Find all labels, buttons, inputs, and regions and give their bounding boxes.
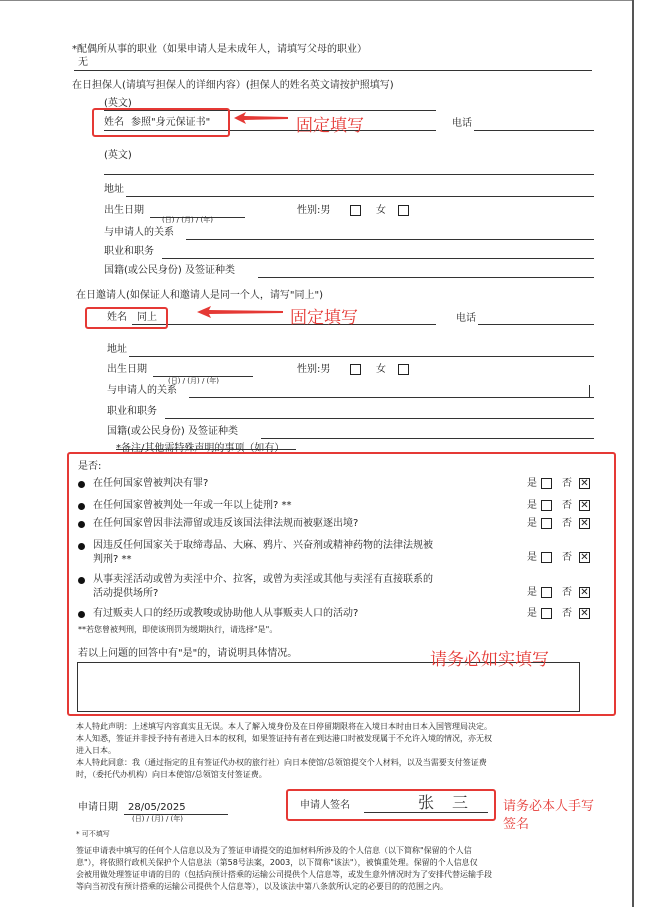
inviter-dob-hint: (日) / (月) / (年) xyxy=(168,377,220,385)
inviter-nationality-line xyxy=(261,438,594,439)
annotation-sign-note-2: 签名 xyxy=(503,817,530,832)
question-4-text: 因违反任何国家关于取缔毒品、大麻、鸦片、兴奋剂或精神药物的法律法规被 xyxy=(93,540,433,551)
question-2-no-label: 否 xyxy=(562,500,572,511)
annotation-box-inviter-name xyxy=(85,307,168,329)
inviter-job-line xyxy=(165,418,594,419)
inviter-male-checkbox[interactable] xyxy=(350,364,361,375)
page-right-edge xyxy=(632,0,634,907)
guarantor-english-label: (英文) xyxy=(104,98,132,109)
question-3-yes-label: 是 xyxy=(527,518,537,529)
footer-line-3: 会被用做处理签证申请的目的（包括向预计搭乘的运输公司提供个人信息等，或发生意外情况时为了安排代替运输手段 xyxy=(76,870,492,879)
question-4-yes-label: 是 xyxy=(527,552,537,563)
inviter-dob-label: 出生日期 xyxy=(107,364,147,375)
question-5-yes-label: 是 xyxy=(527,587,537,598)
spouse-job-value: 无 xyxy=(78,57,88,68)
annotation-truthful: 请务必如实填写 xyxy=(430,650,549,670)
question-4-no-checkbox[interactable]: ✕ xyxy=(580,552,589,563)
questions-heading: 是否: xyxy=(78,461,102,472)
guarantor-nationality-line xyxy=(258,277,594,278)
question-6-no-checkbox[interactable]: ✕ xyxy=(580,608,589,619)
inviter-phone-label: 电话 xyxy=(456,313,476,324)
inviter-female-label: 女 xyxy=(376,364,386,375)
question-2-no-checkbox[interactable]: ✕ xyxy=(580,500,589,511)
question-1-text: 在任何国家曾被判决有罪? xyxy=(93,478,209,489)
question-5-text-line2: 活动提供场所? xyxy=(93,588,159,599)
inviter-heading: 在日邀请人(如保证人和邀请人是同一个人，请写"同上") xyxy=(76,290,324,301)
annotation-box-questions xyxy=(67,452,616,716)
inviter-gender-male-label: 性别:男 xyxy=(297,364,331,375)
question-3-text: 在任何国家曾因非法滞留或违反该国法律法规而被驱逐出境? xyxy=(93,518,359,529)
inviter-relation-line xyxy=(189,397,594,398)
applicant-signature-label: 申请人签名 xyxy=(300,800,350,811)
guarantor-dob-hint: (日) / (月) / (年) xyxy=(162,216,214,224)
spouse-job-line xyxy=(74,70,592,71)
guarantor-female-label: 女 xyxy=(376,205,386,216)
annotation-arrow-2-icon xyxy=(195,304,285,320)
application-date-label: 申请日期 xyxy=(78,802,118,813)
questions-footnote: **若您曾被判刑，即使该刑罚为缓期执行，请选择"是"。 xyxy=(78,625,278,634)
guarantor-name-value: 参照"身元保证书" xyxy=(131,117,211,128)
question-5-no-checkbox[interactable]: ✕ xyxy=(580,587,589,598)
footer-line-1: 签证申请表中填写的任何个人信息以及为了签证申请提交的追加材料所涉及的个人信息（以下简称"保留的个人信 xyxy=(76,846,472,855)
guarantor-relation-line xyxy=(186,239,594,240)
annotation-fixed-1: 固定填写 xyxy=(296,116,364,136)
question-1-yes-label: 是 xyxy=(527,478,537,489)
declaration-line-5: 时，（委托代办机构）向日本使馆/总领馆支付签证费。 xyxy=(76,770,267,779)
guarantor-female-checkbox[interactable] xyxy=(398,205,409,216)
page-top-edge xyxy=(0,0,634,1)
guarantor-heading: 在日担保人(请填写担保人的详细内容）(担保人的姓名英文请按护照填写) xyxy=(72,80,394,91)
annotation-sign-note-1: 请务必本人手写 xyxy=(503,799,595,814)
annotation-arrow-1-icon xyxy=(232,110,290,126)
inviter-name-label: 姓名 xyxy=(107,312,127,323)
footer-line-2: 息"），将依照行政机关保护个人信息法（第58号法案，2003，以下简称"该法"），被慎重处理。保留的个人信息仅 xyxy=(76,858,478,867)
guarantor-phone-line xyxy=(474,130,594,131)
guarantor-english-label-2: (英文) xyxy=(104,150,132,161)
guarantor-job-label: 职业和职务 xyxy=(104,246,154,257)
question-3-no-label: 否 xyxy=(562,518,572,529)
inviter-name-line xyxy=(132,324,436,325)
guarantor-english-line-2 xyxy=(104,174,594,175)
inviter-address-line xyxy=(129,356,594,357)
guarantor-dob-label: 出生日期 xyxy=(104,205,144,216)
question-6-no-label: 否 xyxy=(562,608,572,619)
question-6-yes-label: 是 xyxy=(527,608,537,619)
explain-label: 若以上问题的回答中有"是"的，请说明具体情况。 xyxy=(78,648,298,659)
spouse-job-label: *配偶所从事的职业（如果申请人是未成年人，请填写父母的职业） xyxy=(72,44,367,55)
footer-line-4: 等向当初没有预计搭乘的运输公司提供个人信息等），以及该法中第八条款所认定的必要目的的范围之内。 xyxy=(76,882,448,891)
question-2-yes-label: 是 xyxy=(527,500,537,511)
guarantor-job-line xyxy=(162,258,594,259)
inviter-phone-line xyxy=(478,324,594,325)
declaration-line-4: 本人特此同意：我（通过指定的且有签证代办权的旅行社）向日本使馆/总领馆提交个人材料，以及当需要支付签证费 xyxy=(76,758,487,767)
declaration-line-2: 本人知悉，签证并非授予持有者进入日本的权利，如果签证持有者在到达港口时被发现属于不允许入境的情况，亦无权 xyxy=(76,734,492,743)
inviter-relation-line-end xyxy=(589,385,590,397)
applicant-signature-value: 张三 xyxy=(418,793,487,812)
question-3-no-checkbox[interactable]: ✕ xyxy=(580,518,589,529)
question-1-no-label: 否 xyxy=(562,478,572,489)
guarantor-address-line xyxy=(126,196,594,197)
guarantor-address-label: 地址 xyxy=(104,184,124,195)
question-4-text-line2: 判刑? ** xyxy=(93,554,132,565)
question-4-no-label: 否 xyxy=(562,552,572,563)
guarantor-gender-male-label: 性别:男 xyxy=(297,205,331,216)
inviter-address-label: 地址 xyxy=(107,344,127,355)
guarantor-phone-label: 电话 xyxy=(452,118,472,129)
question-1-no-checkbox[interactable]: ✕ xyxy=(580,478,589,489)
inviter-female-checkbox[interactable] xyxy=(398,364,409,375)
declaration-line-1: 本人特此声明：上述填写内容真实且无误。本人了解入境身份及在日停留期限将在入境日本时由日本入国管理局决定。 xyxy=(76,722,492,731)
inviter-nationality-label: 国籍(或公民身份) 及签证种类 xyxy=(107,426,238,437)
annotation-fixed-2: 固定填写 xyxy=(290,308,358,328)
annotation-box-signature xyxy=(286,789,496,821)
question-5-text: 从事卖淫活动或曾为卖淫中介、拉客，或曾为卖淫或其他与卖淫有直接联系的 xyxy=(93,574,433,585)
inviter-remarks-strike xyxy=(116,449,296,450)
guarantor-nationality-label: 国籍(或公民身份) 及签证种类 xyxy=(104,265,235,276)
annotation-box-guarantor-name xyxy=(92,108,230,137)
application-date-hint: (日) / (月) / (年) xyxy=(132,815,184,823)
inviter-job-label: 职业和职务 xyxy=(107,406,157,417)
question-2-text: 在任何国家曾被判处一年或一年以上徒刑? ** xyxy=(93,500,292,511)
question-5-no-label: 否 xyxy=(562,587,572,598)
guarantor-name-label: 姓名 xyxy=(104,117,124,128)
inviter-name-value: 同上 xyxy=(137,312,157,323)
declaration-line-3: 进入日本。 xyxy=(76,746,116,755)
inviter-relation-label: 与申请人的关系 xyxy=(107,385,177,396)
question-6-text: 有过贩卖人口的经历或教唆或协助他人从事贩卖人口的活动? xyxy=(93,608,359,619)
guarantor-relation-label: 与申请人的关系 xyxy=(104,227,174,238)
footer-note: * 可不填写 xyxy=(76,830,110,838)
application-date-value: 28/05/2025 xyxy=(128,802,186,813)
guarantor-male-checkbox[interactable] xyxy=(350,205,361,216)
